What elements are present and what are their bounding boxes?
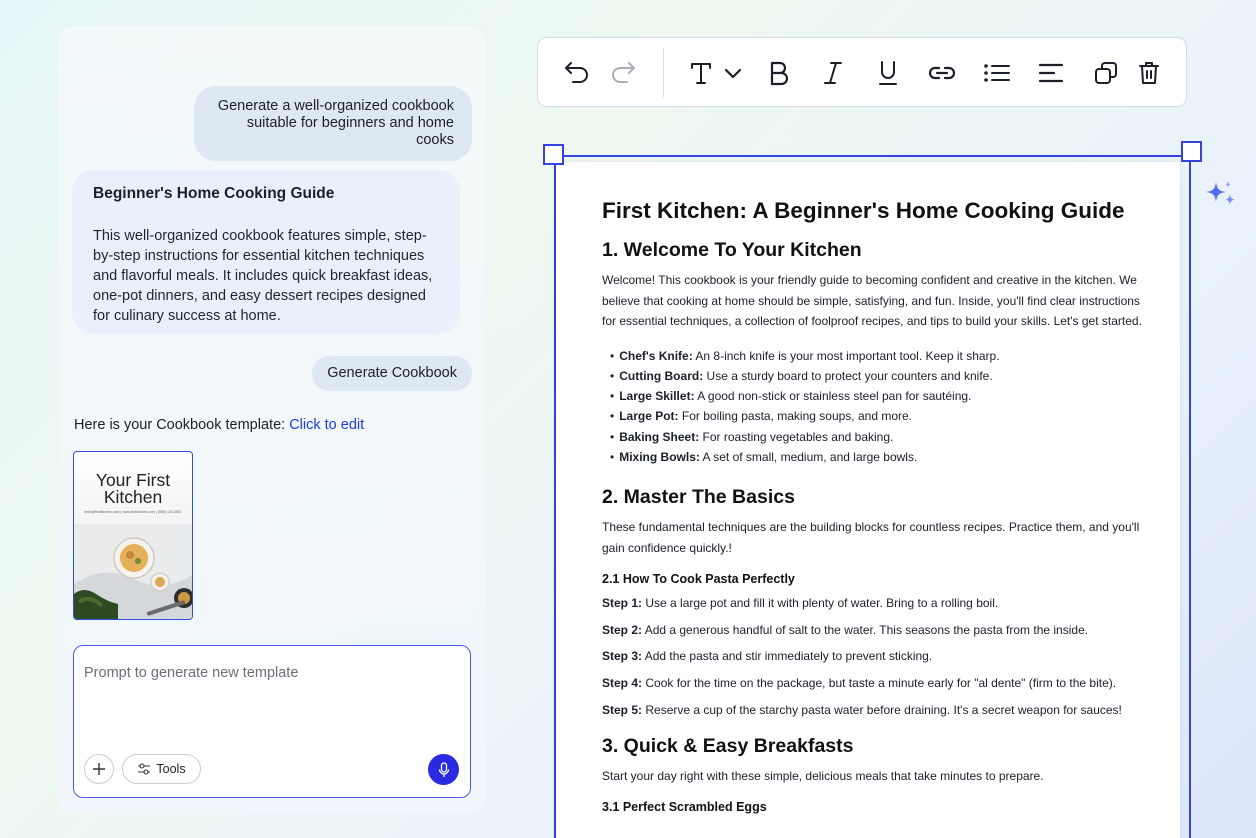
template-text: Here is your Cookbook template:	[74, 417, 290, 433]
bullet-list-button[interactable]	[982, 58, 1012, 88]
undo-icon	[563, 62, 589, 84]
bullet-list-icon	[983, 62, 1011, 84]
duplicate-button[interactable]	[1091, 58, 1121, 88]
sparkle-icon	[1204, 180, 1238, 210]
format-toolbar	[537, 37, 1187, 107]
link-icon	[928, 63, 956, 83]
underline-icon	[877, 60, 899, 86]
chat-panel	[58, 26, 486, 814]
subsection-heading[interactable]: 2.1 How To Cook Pasta Perfectly	[602, 572, 795, 587]
text-style-icon	[688, 60, 744, 86]
step-item[interactable]: Step 5: Reserve a cup of the starchy pasta water before draining. It's a secret weapon for sauces!	[602, 702, 1122, 717]
section-paragraph[interactable]: Welcome! This cookbook is your friendly guide to becoming confident and creative in the kitchen. We believe that cooking at home should be simple, satisfying, and fun. Inside, you'll find clear instructions for essential techniques, a collection of foolproof recipes, and tips to build your skills. Let's get started.	[602, 273, 1142, 328]
italic-icon	[822, 60, 844, 86]
align-button[interactable]	[1036, 58, 1066, 88]
list-item[interactable]: • Chef's Knife: An 8-inch knife is your most important tool. Keep it sharp.	[610, 346, 1142, 366]
toolbar-divider	[663, 48, 664, 97]
template-line	[74, 417, 364, 433]
thumbnail-title: Your First Kitchen	[95, 470, 171, 507]
section-heading[interactable]: 2. Master The Basics	[602, 486, 795, 509]
voice-input-button[interactable]	[428, 754, 459, 785]
prompt-input-box[interactable]	[73, 645, 471, 798]
assistant-message	[72, 170, 460, 334]
list-item[interactable]: • Baking Sheet: For roasting vegetables and baking.	[610, 427, 1142, 447]
step-item[interactable]: Step 1: Use a large pot and fill it with plenty of water. Bring to a rolling boil.	[602, 596, 999, 611]
delete-button[interactable]	[1134, 58, 1164, 88]
italic-button[interactable]	[818, 58, 848, 88]
cookbook-thumbnail[interactable]	[73, 451, 193, 620]
document-page[interactable]	[556, 162, 1180, 838]
click-to-edit-link[interactable]: Click to edit	[289, 417, 365, 433]
tools-list	[610, 346, 1142, 468]
section-paragraph[interactable]: Start your day right with these simple, delicious meals that take minutes to prepare.	[602, 768, 1044, 783]
trash-icon	[1138, 61, 1160, 85]
underline-button[interactable]	[873, 58, 903, 88]
list-item[interactable]: • Large Pot: For boiling pasta, making soups, and more.	[610, 406, 1142, 426]
thumbnail-contact: hello@firstkitchen.com | www.firstkitchen.com | (555) 123-4567	[84, 510, 182, 514]
bold-button[interactable]	[764, 58, 794, 88]
list-item[interactable]: • Cutting Board: Use a sturdy board to protect your counters and knife.	[610, 366, 1142, 386]
link-button[interactable]	[927, 58, 957, 88]
user-message: Generate a well-organized cookbook suitable for beginners and home cooks	[194, 86, 472, 161]
plus-icon	[92, 762, 106, 776]
prompt-input[interactable]: Prompt to generate new template	[84, 665, 299, 681]
step-item[interactable]: Step 3: Add the pasta and stir immediately to prevent sticking.	[602, 649, 933, 664]
list-item[interactable]: • Large Skillet: A good non-stick or stainless steel pan for sautéing.	[610, 386, 1142, 406]
align-left-icon	[1038, 62, 1064, 84]
text-style-dropdown[interactable]	[686, 58, 746, 88]
step-item[interactable]: Step 4: Cook for the time on the package, but taste a minute early for "al dente" (firm to the bite).	[602, 676, 1117, 691]
generate-cookbook-message: Generate Cookbook	[312, 356, 472, 391]
assistant-message-title: Beginner's Home Cooking Guide	[93, 185, 335, 202]
section-paragraph[interactable]: These fundamental techniques are the building blocks for countless recipes. Practice them, and you'll gain confidence quickly.!	[602, 520, 1140, 555]
list-item[interactable]: • Mixing Bowls: A set of small, medium, and large bowls.	[610, 447, 1142, 467]
microphone-icon	[438, 762, 450, 778]
redo-icon	[611, 62, 637, 84]
redo-button[interactable]	[609, 58, 639, 88]
tools-button[interactable]	[122, 754, 201, 784]
section-heading[interactable]: 1. Welcome To Your Kitchen	[602, 239, 862, 261]
section-heading[interactable]: 3. Quick & Easy Breakfasts	[602, 734, 854, 757]
assistant-message-body: This well-organized cookbook features simple, step-by-step instructions for essential kitchen techniques and flavorful meals. It includes quick breakfast ideas, one-pot dinners, and easy dessert recipes designed for culinary success at home.	[93, 228, 433, 324]
bold-icon	[768, 60, 790, 86]
tools-label: Tools	[156, 762, 186, 776]
document-title[interactable]: First Kitchen: A Beginner's Home Cooking Guide	[602, 198, 1125, 223]
duplicate-icon	[1094, 61, 1118, 85]
thumbnail-food-photo	[74, 524, 193, 620]
document-content[interactable]	[602, 198, 1142, 814]
undo-button[interactable]	[561, 58, 591, 88]
add-button[interactable]	[84, 754, 114, 784]
resize-handle-top-right[interactable]	[1181, 141, 1202, 162]
sliders-icon	[137, 763, 151, 775]
resize-handle-top-left[interactable]	[543, 144, 564, 165]
step-item[interactable]: Step 2: Add a generous handful of salt to the water. This seasons the pasta from the inside.	[602, 622, 1089, 637]
subsection-heading[interactable]: 3.1 Perfect Scrambled Eggs	[602, 800, 767, 815]
